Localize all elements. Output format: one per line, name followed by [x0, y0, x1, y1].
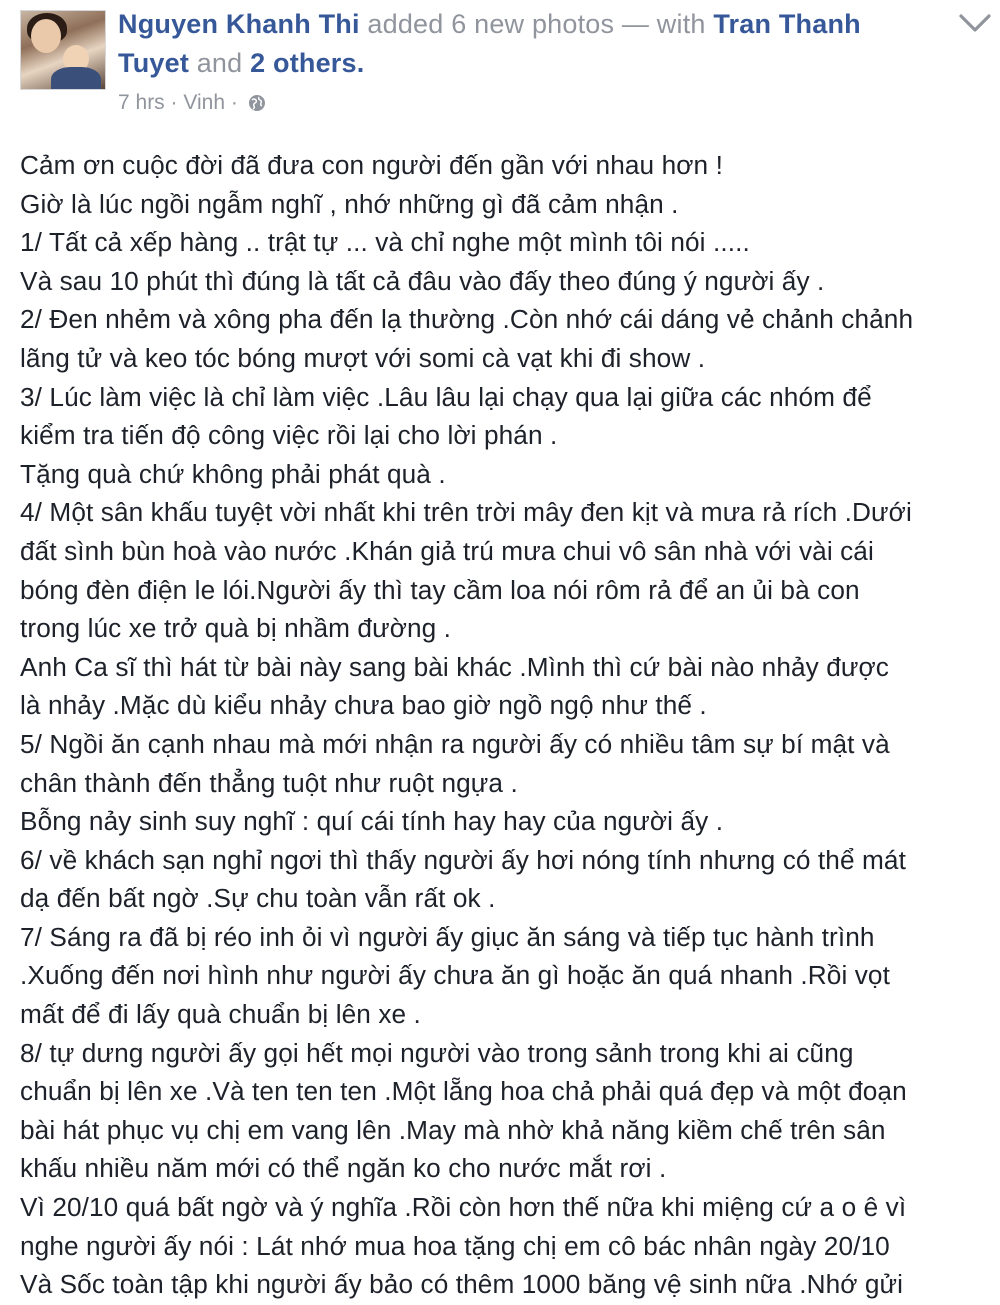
- post-body-line: Và sau 10 phút thì đúng là tất cả đâu vào đấy theo đúng ý người ấy .: [20, 265, 825, 296]
- chevron-down-icon[interactable]: [958, 12, 992, 34]
- post-body-line: nghe người ấy nói : Lát nhớ mua hoa tặng chị em cô bác nhân ngày 20/10: [20, 1230, 890, 1261]
- post-body-line: 6/ về khách sạn nghỉ ngơi thì thấy người ấy hơi nóng tính nhưng có thể mát: [20, 844, 906, 875]
- post-body-line: Cảm ơn cuộc đời đã đưa con người đến gần với nhau hơn !: [20, 150, 723, 180]
- post-header-line-2: [118, 44, 958, 82]
- tagged-user-link-continued[interactable]: Tuyet: [118, 48, 190, 78]
- post-body-line: 1/ Tất cả xếp hàng .. trật tự ... và chỉ nghe một mình tôi nói .....: [20, 227, 750, 258]
- post-body-line: Tặng quà chứ không phải phát quà .: [20, 458, 446, 489]
- post-body-line: 8/ tự dưng người ấy gọi hết mọi người vào trong sảnh trong khi ai cũng: [20, 1037, 854, 1068]
- post-body-line: là nhảy .Mặc dù kiểu nhảy chưa bao giờ ngồ ngộ như thế .: [20, 690, 707, 721]
- post-header-line-1: [118, 5, 958, 43]
- post-body-line: chuẩn bị lên xe .Và ten ten ten .Một lẵng hoa chả phải quá đẹp và một đoạn: [20, 1076, 907, 1107]
- post-body-line: .Xuống đến nơi hình như người ấy chưa ăn gì hoặc ăn quá nhanh .Rồi vọt: [20, 960, 890, 991]
- post-body-line: 7/ Sáng ra đã bị réo inh ỏi vì người ấy giục ăn sáng và tiếp tục hành trình: [20, 921, 875, 952]
- post-body-line: Và Sốc toàn tập khi người ấy bảo có thêm 1000 băng vệ sinh nữa .Nhớ gửi: [20, 1269, 904, 1300]
- post-body-line: kiểm tra tiến độ công việc rồi lại cho lời phán .: [20, 420, 558, 451]
- globe-icon[interactable]: [248, 94, 266, 112]
- post-body-line: đất sình bùn hoà vào nước .Khán giả trú mưa chui vô sân nhà với vài cái: [20, 535, 874, 566]
- post-body-line: mất để đi lấy quà chuẩn bị lên xe .: [20, 999, 421, 1030]
- meta-separator: ·: [170, 91, 178, 114]
- post-body-line: 3/ Lúc làm việc là chỉ làm việc .Lâu lâu lại chạy qua lại giữa các nhóm để: [20, 381, 872, 412]
- post-body-line: 4/ Một sân khấu tuyệt vời nhất khi trên trời mây đen kịt và mưa rả rích .Dưới: [20, 497, 912, 528]
- and-text: and: [196, 48, 243, 78]
- post-body-line: Anh Ca sĩ thì hát từ bài này sang bài khác .Mình thì cứ bài nào nhảy được: [20, 651, 889, 682]
- post-body-line: bài hát phục vụ chị em vang lên .May mà nhờ khả năng kiềm chế trên sân: [20, 1114, 886, 1145]
- post-body-line: Bỗng nảy sinh suy nghĩ : quí cái tính hay hay của người ấy .: [20, 806, 724, 837]
- post-meta: [118, 88, 266, 118]
- post-body-line: 5/ Ngồi ăn cạnh nhau mà mới nhận ra người ấy có nhiều tâm sự bí mật và: [20, 728, 890, 759]
- others-link[interactable]: 2 others.: [250, 48, 365, 78]
- post-action-text: added 6 new photos — with: [367, 9, 706, 39]
- avatar-photo-child-body: [51, 67, 101, 90]
- post-body-line: Giờ là lúc ngồi ngẫm nghĩ , nhớ những gì đã cảm nhận .: [20, 188, 679, 219]
- post-body: [20, 146, 992, 1304]
- tagged-user-link[interactable]: Tran Thanh: [713, 9, 861, 39]
- post-body-line: bóng đèn điện le lói.Người ấy thì tay cầm loa nói rôm rả để an ủi bà con: [20, 574, 860, 605]
- post-body-line: dạ đến bất ngờ .Sự chu toàn vẫn rất ok .: [20, 883, 496, 914]
- meta-separator-2: ·: [230, 91, 238, 114]
- post-body-line: trong lúc xe trở quà bị nhầm đường .: [20, 613, 452, 644]
- post-location-link[interactable]: Vinh: [183, 91, 226, 114]
- post-timestamp-link[interactable]: 7 hrs: [118, 91, 165, 114]
- post-body-line: lãng tử và keo tóc bóng mượt với somi cà vạt khi đi show .: [20, 342, 706, 373]
- post-body-line: khấu nhiều năm mới có thể ngăn ko cho nước mắt rơi .: [20, 1153, 667, 1184]
- post-body-line: chân thành đến thẳng tuột như ruột ngựa .: [20, 767, 518, 798]
- post-body-line: Vì 20/10 quá bất ngờ và ý nghĩa .Rồi còn hơn thế nữa khi miệng cứ a o ê vì: [20, 1192, 907, 1223]
- avatar-photo-face: [31, 19, 61, 53]
- avatar[interactable]: [20, 10, 106, 90]
- author-name-link[interactable]: Nguyen Khanh Thi: [118, 9, 360, 39]
- post-body-line: 2/ Đen nhẻm và xông pha đến lạ thường .Còn nhớ cái dáng vẻ chảnh chảnh: [20, 304, 914, 335]
